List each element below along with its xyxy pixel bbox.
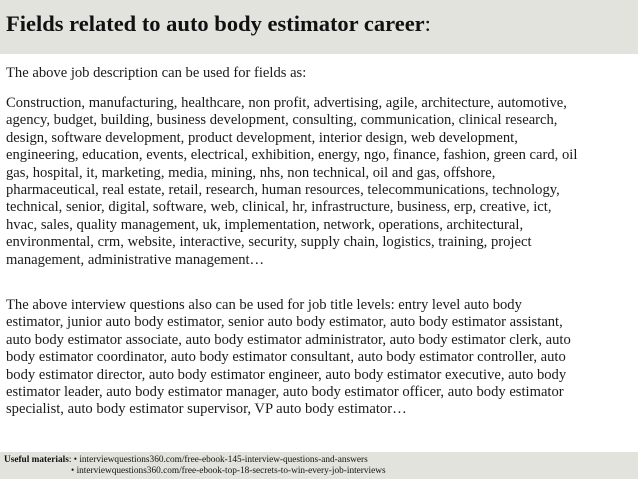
footer-row <box>4 455 386 466</box>
levels-line: body estimator coordinator, auto body estimator consultant, auto body estimator controller, auto <box>6 349 566 366</box>
levels-line: estimator, junior auto body estimator, senior auto body estimator, auto body estimator assistant, <box>6 314 563 331</box>
footer-label: Useful materials <box>4 455 69 465</box>
fields-line: technical, senior, digital, software, web, clinical, hr, infrastructure, business, erp, creative, ict, <box>6 199 552 216</box>
footer <box>4 455 386 477</box>
levels-line: estimator leader, auto body estimator manager, auto body estimator officer, auto body estimator <box>6 384 564 401</box>
footer-separator: : <box>68 455 74 465</box>
fields-line: agency, budget, building, business development, consulting, communication, clinical research, <box>6 112 558 129</box>
levels-line: The above interview questions also can be used for job title levels: entry level auto body <box>6 297 522 313</box>
fields-line: hvac, sales, quality management, uk, implementation, network, operations, architectural, <box>6 216 524 233</box>
footer-row <box>4 466 386 477</box>
job-levels-paragraph <box>6 297 634 419</box>
slide-title-text: Fields related to auto body estimator career <box>6 11 425 36</box>
fields-line: engineering, education, events, electrical, exhibition, energy, ngo, finance, fashion, green card, oil <box>6 147 578 164</box>
levels-line: auto body estimator associate, auto body estimator administrator, auto body estimator clerk, auto <box>6 331 571 348</box>
levels-line: body estimator director, auto body estimator engineer, auto body estimator executive, auto body <box>6 366 567 383</box>
slide-title-colon: : <box>424 11 431 36</box>
fields-line: pharmaceutical, real estate, retail, research, human resources, telecommunications, technology, <box>6 182 560 199</box>
fields-paragraph <box>6 95 634 269</box>
fields-line: Construction, manufacturing, healthcare, non profit, advertising, agile, architecture, automotive, <box>6 95 567 111</box>
intro-text: The above job description can be used for fields as: <box>6 65 307 81</box>
footer-link[interactable]: • interviewquestions360.com/free-ebook-145-interview-questions-and-answers <box>73 455 368 465</box>
levels-line: specialist, auto body estimator supervisor, VP auto body estimator… <box>6 401 407 418</box>
fields-line: gas, hospital, it, marketing, media, mining, nhs, non technical, oil and gas, offshore, <box>6 164 496 181</box>
fields-line: environmental, crm, website, interactive, security, supply chain, logistics, training, project <box>6 234 532 251</box>
fields-line: management, administrative management… <box>6 251 265 268</box>
slide-title <box>6 11 431 37</box>
fields-line: design, software development, product development, interior design, web development, <box>6 129 518 146</box>
footer-link[interactable]: • interviewquestions360.com/free-ebook-top-18-secrets-to-win-every-job-interviews <box>71 466 386 476</box>
